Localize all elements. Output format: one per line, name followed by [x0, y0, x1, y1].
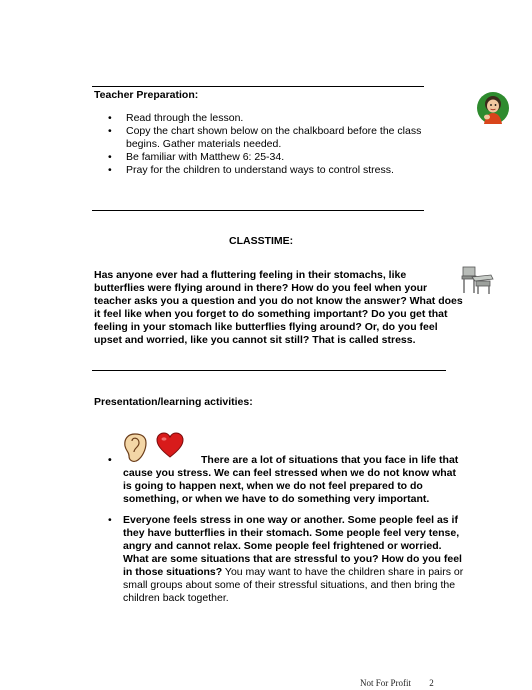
presentation-bullet-1 [108, 454, 478, 506]
prep-item: • Read through the lesson. [108, 112, 244, 124]
girl-thinking-icon [476, 90, 510, 126]
bullet-2-plain-text: You may want to have the children share in pairs or small groups about some of their stressful situations, and then bring the children back together. [123, 566, 464, 604]
prep-heading: Teacher Preparation: [94, 89, 199, 101]
prep-list [108, 112, 428, 177]
footer [360, 677, 480, 690]
bullet-1-text: There are a lot of situations that you face in life that cause you stress. We can feel stressed when we do not know what is going to happen next, when we do not feel prepared to do something, or when we have to do something very important. [123, 454, 459, 505]
classtime-paragraph: Has anyone ever had a fluttering feeling in their stomachs, like butterflies were flying around in there? How do you feel when your teacher asks you a question and you do not know the answer? What does it feel like when you forget to do something important? Do you get that feeling in your stomach like butterflies flying around? Or, do you feel upset and worried, like you cannot sit still? That is called stress. [94, 269, 463, 346]
page-number: 2 [429, 678, 434, 688]
bullet-mark: • [108, 514, 112, 526]
bullet-2-text [123, 514, 503, 605]
top-rule [92, 86, 424, 87]
prep-item: • Copy the chart shown below on the chalkboard before the class begins. Gather materials needed. [108, 125, 422, 150]
lower-rule [92, 370, 446, 371]
bullet-mark: • [108, 454, 112, 466]
bullet-2-bold-text: Everyone feels stress in one way or another. Some people feel as if they have butterflies in their stomach. Some people feel very tense, angry and cannot relax. Some people feel frightened or worried. What are some situations that are stressful to you? How do you feel in those situations? [123, 514, 462, 578]
prep-item: • Pray for the children to understand ways to control stress. [108, 164, 394, 176]
presentation-heading: Presentation/learning activities: [94, 396, 253, 408]
prep-item: • Be familiar with Matthew 6: 25-34. [108, 151, 285, 163]
classtime-heading: CLASSTIME: [229, 235, 294, 247]
footer-text: Not For Profit [360, 678, 412, 688]
mid-rule [92, 210, 424, 211]
presentation-bullet-2 [108, 514, 488, 605]
